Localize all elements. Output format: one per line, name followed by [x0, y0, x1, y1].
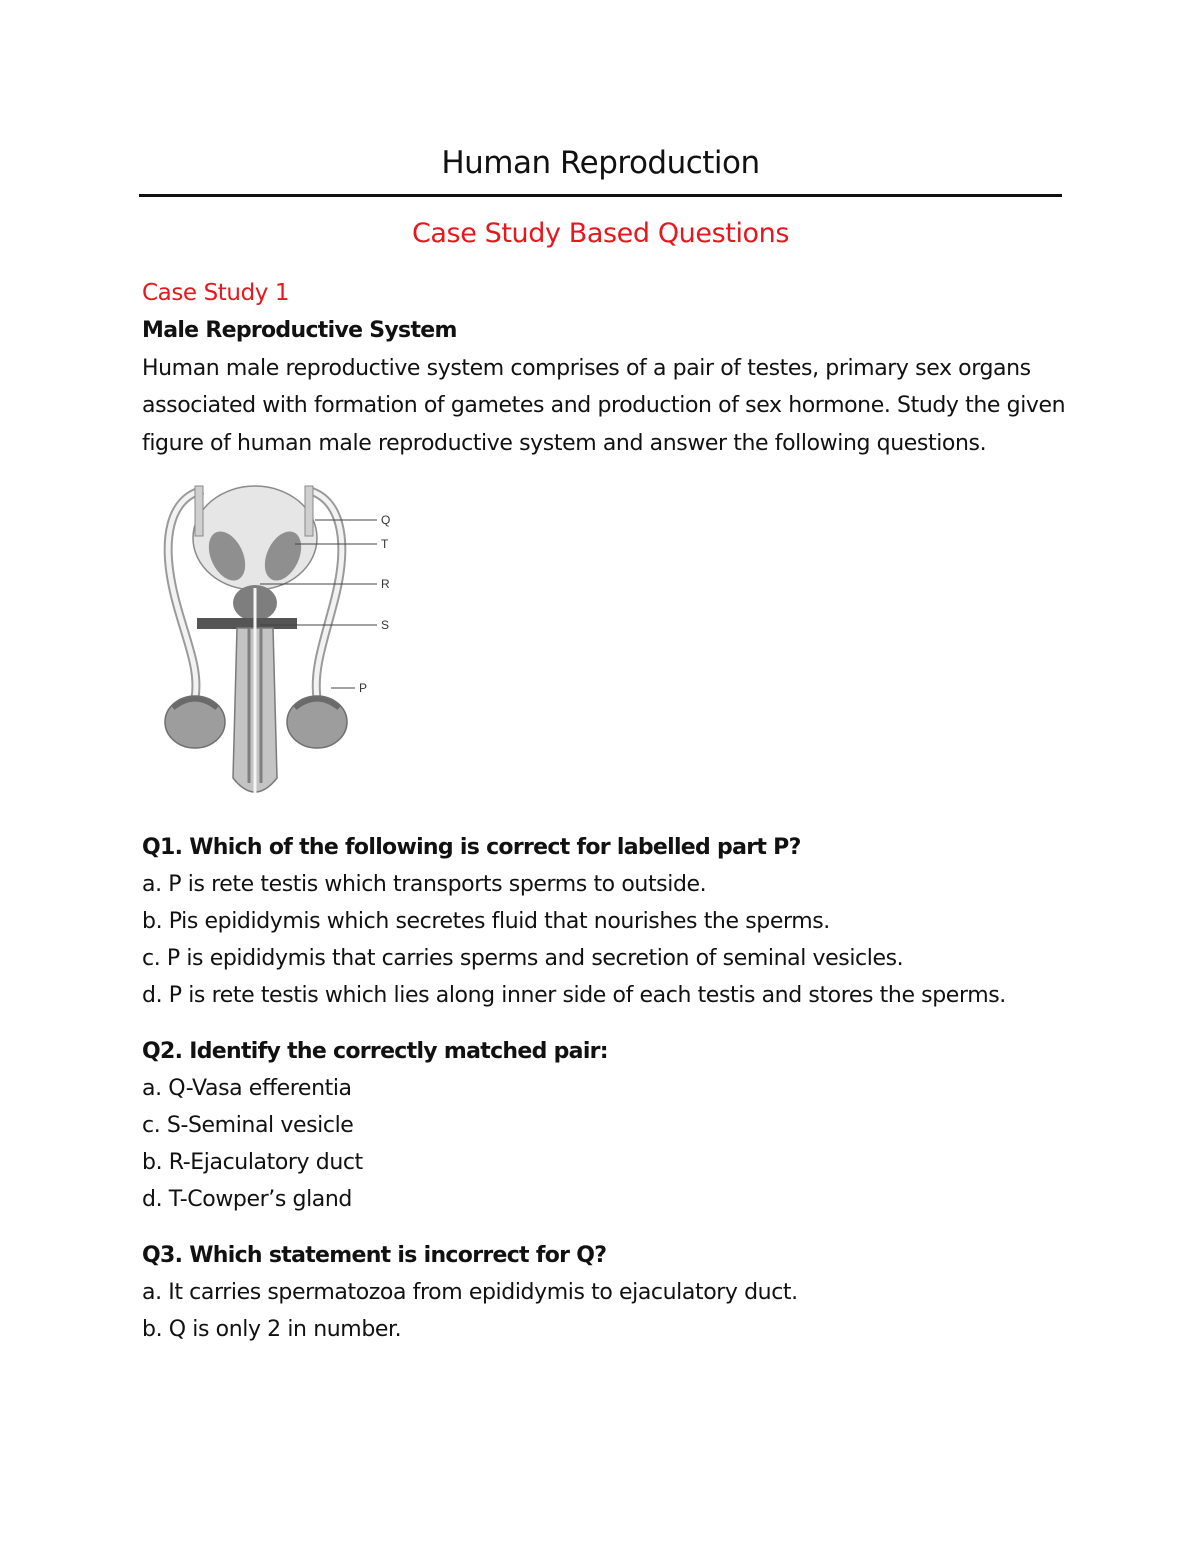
- answer-option: b. Pis epididymis which secretes fluid that nourishes the sperms.: [142, 909, 830, 934]
- answer-option: a. Q-Vasa efferentia: [142, 1076, 352, 1101]
- intro-line: figure of human male reproductive system and answer the following questions.: [142, 431, 987, 456]
- figure-label-r: R: [381, 577, 390, 591]
- answer-option: a. It carries spermatozoa from epididymis to ejaculatory duct.: [142, 1280, 798, 1305]
- answer-option: c. P is epididymis that carries sperms and secretion of seminal vesicles.: [142, 946, 904, 971]
- answer-option: d. P is rete testis which lies along inner side of each testis and stores the sperms.: [142, 983, 1006, 1008]
- answer-option: d. T-Cowper’s gland: [142, 1187, 352, 1212]
- case-study-label: Case Study 1: [142, 280, 290, 306]
- question-text: Q1. Which of the following is correct for labelled part P?: [142, 835, 801, 860]
- intro-line: Human male reproductive system comprises of a pair of testes, primary sex organs: [142, 356, 1031, 381]
- question-text: Q2. Identify the correctly matched pair:: [142, 1039, 608, 1064]
- answer-option: c. S-Seminal vesicle: [142, 1113, 354, 1138]
- figure-label-t: T: [381, 537, 389, 551]
- question-text: Q3. Which statement is incorrect for Q?: [142, 1243, 607, 1268]
- male-reproductive-system-diagram: [155, 478, 415, 808]
- answer-option: b. R-Ejaculatory duct: [142, 1150, 363, 1175]
- title-divider: [139, 194, 1062, 197]
- page-subtitle: Case Study Based Questions: [411, 218, 790, 249]
- case-study-heading: Male Reproductive System: [142, 318, 457, 343]
- page-title: Human Reproduction: [441, 145, 760, 181]
- answer-option: a. P is rete testis which transports sperms to outside.: [142, 872, 707, 897]
- figure-label-p: P: [359, 681, 368, 695]
- figure-label-q: Q: [381, 513, 391, 527]
- figure-label-s: S: [381, 618, 390, 632]
- answer-option: b. Q is only 2 in number.: [142, 1317, 402, 1342]
- intro-line: associated with formation of gametes and production of sex hormone. Study the given: [142, 393, 1066, 418]
